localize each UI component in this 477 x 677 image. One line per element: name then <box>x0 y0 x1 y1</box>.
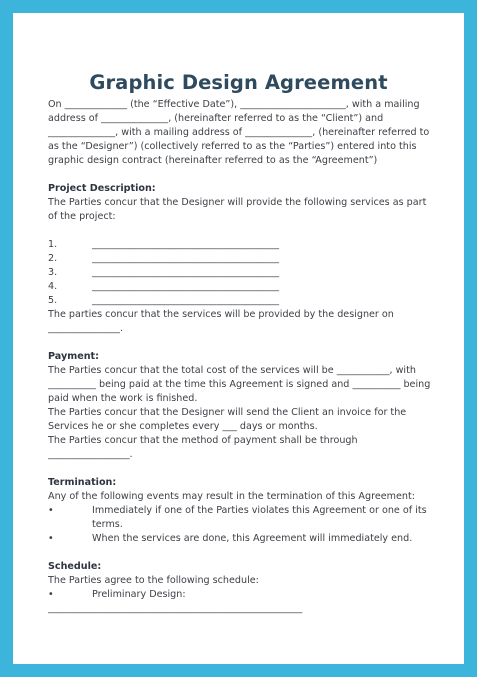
list-item: • Immediately if one of the Parties violates this Agreement or one of its terms. <box>48 505 427 530</box>
blank-line: _______________________________________ <box>92 253 280 264</box>
document-body <box>48 98 433 616</box>
bullet-icon: • <box>48 533 54 544</box>
document-title: Graphic Design Agreement <box>89 71 388 94</box>
schedule-text: The Parties agree to the following schedule: <box>48 575 259 586</box>
project-closing: The parties concur that the services will be provided by the designer on _______________. <box>48 309 394 334</box>
blank-line: _______________________________________ <box>92 267 280 278</box>
bullet-icon: • <box>48 505 54 516</box>
blank-line: _______________________________________ <box>92 295 280 306</box>
payment-paragraph-3: The Parties concur that the method of payment shall be through _________________. <box>48 435 358 460</box>
intro-paragraph: On _____________ (the “Effective Date”), ______________________, with a mailing address of ______________, (hereinafter referred to as the “Client”) and ______________, with a mailing address of ______________, (hereinafter referred to as the “Designer”) (collectively referred to as the “Parties”) entered into this graphic design contract (hereinafter referred to as the “Agreement”) <box>48 99 430 166</box>
blank-line: _____________________________________________________ <box>48 603 303 614</box>
list-item: • Preliminary Design: <box>48 589 186 600</box>
list-item: 2. _______________________________________ <box>48 253 280 264</box>
termination-heading: Termination: <box>48 477 117 488</box>
list-item: 4. _______________________________________ <box>48 281 280 292</box>
schedule-heading: Schedule: <box>48 561 102 572</box>
payment-heading: Payment: <box>48 351 99 362</box>
list-item: • When the services are done, this Agreement will immediately end. <box>48 533 413 544</box>
list-item: 5. _______________________________________ <box>48 295 280 306</box>
termination-text: Any of the following events may result in the termination of this Agreement: <box>48 491 415 502</box>
bullet-icon: • <box>48 589 54 600</box>
blank-line: _______________________________________ <box>92 239 280 250</box>
project-heading: Project Description: <box>48 183 156 194</box>
list-item: 3. _______________________________________ <box>48 267 280 278</box>
blank-line: _______________________________________ <box>92 281 280 292</box>
list-item: 1. _______________________________________ <box>48 239 280 250</box>
project-text: The Parties concur that the Designer will provide the following services as part of the project: <box>48 197 427 222</box>
document-page <box>13 13 464 664</box>
payment-paragraph-2: The Parties concur that the Designer will send the Client an invoice for the Services he or she completes every ___ days or months. <box>48 407 407 432</box>
payment-paragraph-1: The Parties concur that the total cost of the services will be ___________, with __________ being paid at the time this Agreement is signed and __________ being paid when the work is finished. <box>48 365 431 404</box>
